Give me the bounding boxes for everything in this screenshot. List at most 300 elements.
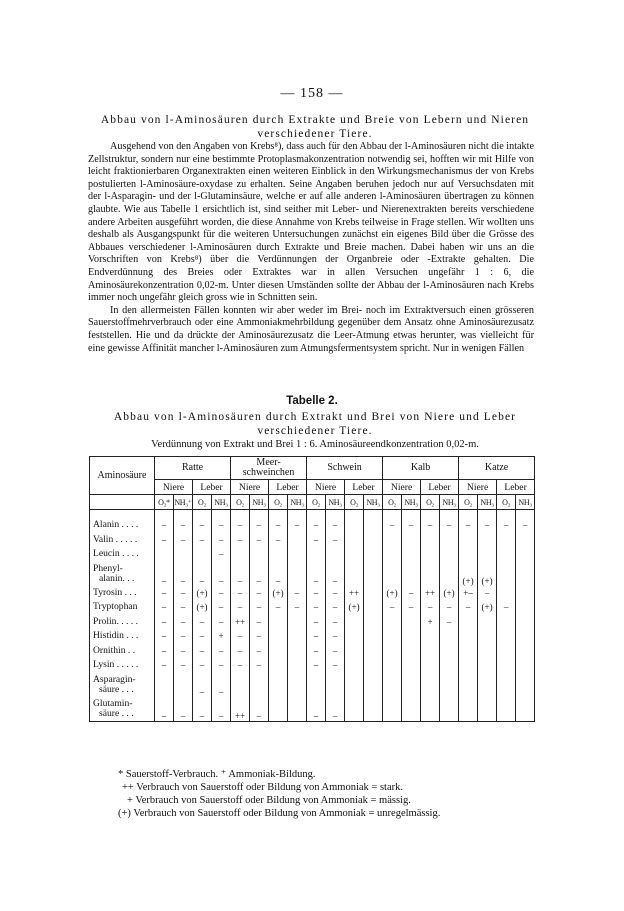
animal-header: Meer-schweinchen <box>231 457 307 480</box>
value-cell: – <box>155 586 174 601</box>
value-cell <box>459 697 478 722</box>
animal-header: Katze <box>459 457 535 480</box>
value-cell <box>497 615 516 630</box>
value-cell <box>345 629 364 644</box>
organ-header: Niere <box>231 480 269 495</box>
value-cell: – <box>326 644 345 659</box>
value-cell <box>402 644 421 659</box>
aminoacid-name: Alanin . . . . <box>90 518 155 533</box>
value-cell <box>155 673 174 697</box>
value-cell: – <box>174 533 193 548</box>
value-cell: – <box>212 644 231 659</box>
value-cell <box>516 586 535 601</box>
value-cell <box>383 562 402 586</box>
value-cell: – <box>231 644 250 659</box>
value-cell: – <box>193 673 212 697</box>
table-row <box>90 586 535 601</box>
value-cell: – <box>497 600 516 615</box>
value-cell: (+) <box>193 586 212 601</box>
value-cell: (+) <box>440 586 459 601</box>
organ-header: Leber <box>193 480 231 495</box>
organ-header: Niere <box>459 480 497 495</box>
value-cell <box>421 644 440 659</box>
value-cell <box>364 518 383 533</box>
organ-header: Leber <box>421 480 459 495</box>
table-row <box>90 518 535 533</box>
value-cell <box>364 629 383 644</box>
value-cell: – <box>174 562 193 586</box>
value-cell <box>402 658 421 673</box>
aminoacid-name: Tyrosin . . . <box>90 586 155 601</box>
value-cell <box>459 533 478 548</box>
value-cell: – <box>231 518 250 533</box>
value-cell <box>345 547 364 562</box>
table-row <box>90 673 535 697</box>
footnote: + Verbrauch von Sauerstoff oder Bildung von Ammoniak = mässig. <box>127 795 411 806</box>
value-cell <box>345 518 364 533</box>
value-cell <box>288 562 307 586</box>
value-cell <box>402 629 421 644</box>
aminoacid-name: Glutamin- säure . . . <box>90 697 155 722</box>
aminoacid-name: Lysin . . . . . <box>90 658 155 673</box>
value-cell <box>440 562 459 586</box>
value-cell <box>383 658 402 673</box>
value-cell <box>497 658 516 673</box>
value-cell <box>383 644 402 659</box>
table-row <box>90 600 535 615</box>
header-animals-row <box>90 457 535 480</box>
value-cell <box>478 673 497 697</box>
value-cell <box>269 547 288 562</box>
animal-header: Kalb <box>383 457 459 480</box>
value-cell: – <box>326 615 345 630</box>
value-cell <box>345 658 364 673</box>
value-cell <box>421 533 440 548</box>
measure-header: O₂ <box>421 495 440 510</box>
paragraph-2: In den allermeisten Fällen konnten wir aber weder im Brei- noch im Extraktversuch einen grösseren Sauerstoffmehrverbrauch oder eine Ammoniakmehrbildung gegenüber dem Ansatz ohne Aminosäurezusatz feststellen. Hie und da drückte der Aminosäurezusatz die Leer-Atmung etwas herunter, was vielleicht für eine gewisse Affinität mancher l-Aminosäuren zum Atmungsfermentsystem spricht. Nur in wenigen Fällen <box>88 304 534 354</box>
aminoacid-name: Tryptophan <box>90 600 155 615</box>
value-cell: – <box>212 658 231 673</box>
value-cell <box>193 547 212 562</box>
aminoacid-name: Ornithin . . <box>90 644 155 659</box>
value-cell: ++ <box>231 615 250 630</box>
value-cell: – <box>155 697 174 722</box>
value-cell <box>174 673 193 697</box>
value-cell: – <box>307 518 326 533</box>
value-cell: (+) <box>383 586 402 601</box>
table-row <box>90 697 535 722</box>
value-cell: – <box>326 600 345 615</box>
value-cell: – <box>193 644 212 659</box>
value-cell: ++ <box>231 697 250 722</box>
value-cell <box>345 697 364 722</box>
value-cell: – <box>307 644 326 659</box>
value-cell: – <box>440 518 459 533</box>
value-cell: (+) <box>345 600 364 615</box>
measure-header: O₂ <box>307 495 326 510</box>
value-cell: – <box>174 629 193 644</box>
value-cell: – <box>212 518 231 533</box>
organ-header: Niere <box>383 480 421 495</box>
value-cell <box>478 533 497 548</box>
value-cell: – <box>269 518 288 533</box>
measure-header: NH₃⁺ <box>174 495 193 510</box>
footnote: * Sauerstoff-Verbrauch. ⁺ Ammoniak-Bildung. <box>118 769 316 780</box>
value-cell: ++ <box>345 586 364 601</box>
value-cell: – <box>250 562 269 586</box>
value-cell <box>497 673 516 697</box>
measure-header: O₂ <box>459 495 478 510</box>
value-cell: – <box>307 658 326 673</box>
value-cell: – <box>383 518 402 533</box>
measure-header: O₂ <box>269 495 288 510</box>
value-cell <box>364 615 383 630</box>
measure-header: NH₃ <box>250 495 269 510</box>
value-cell <box>383 547 402 562</box>
value-cell: – <box>307 600 326 615</box>
value-cell: – <box>288 600 307 615</box>
value-cell <box>345 615 364 630</box>
value-cell <box>288 547 307 562</box>
value-cell <box>402 697 421 722</box>
measure-header: O₂ <box>193 495 212 510</box>
value-cell <box>326 673 345 697</box>
value-cell <box>421 562 440 586</box>
value-cell <box>231 547 250 562</box>
value-cell: – <box>250 586 269 601</box>
aminoacid-name: Phenyl- alanin. . . <box>90 562 155 586</box>
value-cell: – <box>155 533 174 548</box>
value-cell: – <box>212 600 231 615</box>
empty-header-cell <box>90 495 155 510</box>
value-cell: – <box>402 600 421 615</box>
value-cell <box>478 629 497 644</box>
value-cell: – <box>307 562 326 586</box>
value-cell <box>459 673 478 697</box>
value-cell: (+) <box>459 562 478 586</box>
value-cell: (+) <box>478 562 497 586</box>
value-cell <box>269 644 288 659</box>
measure-header: O₂ <box>497 495 516 510</box>
value-cell: – <box>478 518 497 533</box>
measure-header: O₂ <box>345 495 364 510</box>
measure-header: NH₃ <box>364 495 383 510</box>
value-cell: – <box>212 673 231 697</box>
value-cell <box>383 533 402 548</box>
footnote: ++ Verbrauch von Sauerstoff oder Bildung von Ammoniak = stark. <box>122 782 404 793</box>
value-cell <box>516 562 535 586</box>
value-cell: – <box>155 615 174 630</box>
measure-header: NH₃ <box>288 495 307 510</box>
aminoacid-name: Prolin. . . . . <box>90 615 155 630</box>
value-cell: – <box>250 518 269 533</box>
value-cell <box>364 600 383 615</box>
value-cell: – <box>250 615 269 630</box>
value-cell <box>250 547 269 562</box>
value-cell: – <box>155 658 174 673</box>
measure-header: NH₃ <box>402 495 421 510</box>
value-cell: – <box>174 600 193 615</box>
value-cell: +– <box>459 586 478 601</box>
aminoacid-name: Valin . . . . . <box>90 533 155 548</box>
measure-header: NH₃ <box>212 495 231 510</box>
value-cell <box>174 547 193 562</box>
organ-header: Leber <box>345 480 383 495</box>
animal-header: Schwein <box>307 457 383 480</box>
value-cell: – <box>231 562 250 586</box>
aminoacid-name: Asparagin- säure . . . <box>90 673 155 697</box>
value-cell <box>497 562 516 586</box>
paragraph-1: Ausgehend von den Angaben von Krebs⁸), dass auch für den Abbau der l-Aminosäuren nicht die intakte Zellstruktur, sondern nur eine bestimmte Protoplasmakonzentration notwendig sei, hofften wir mit Hilfe von leicht fraktionierbaren Organextrakten einen weiteren Einblick in den Wirkungsmechanismus der von Krebs postulierten l-Aminosäure-oxydase zu erhalten. Seine Angaben beruhen jedoch nur auf Versuchsdaten mit der l-Asparagin- und der l-Glutaminsäure, welche er auf alle anderen l-Aminosäuren übertragen zu können glaubte. Wie aus Tabelle 1 ersichtlich ist, sind seither mit Leber- und Nierenextrakten bereits verschiedene andere Arbeiten ausgeführt worden, die diese Annahme von Krebs teilweise in Frage stellen. Wir wollten uns deshalb als Ausgangspunkt für die weiteren Untersuchungen zunächst ein eigenes Bild über die Grösse des Abbaues verschiedener l-Aminosäuren durch Extrakte und Breie machen. Dabei haben wir uns an die Vorschriften von Krebs⁸) über die Verdünnungen der Organbreie oder -Extrakte gehalten. Die Endverdünnung des Breies oder Extraktes war in allen Versuchen ungefähr 1 : 6, die Aminosäurekonzentration 0,02-m. Unter diesen Umständen sollte der Abbau der l-Aminosäuren nach Krebs immer noch ungefähr gleich gross wie in Schnitten sein. <box>88 141 534 304</box>
organ-header: Niere <box>155 480 193 495</box>
value-cell <box>459 629 478 644</box>
measure-header: NH₃ <box>478 495 497 510</box>
value-cell <box>516 600 535 615</box>
value-cell: – <box>307 586 326 601</box>
value-cell: – <box>250 533 269 548</box>
value-cell: – <box>516 518 535 533</box>
animal-header: Ratte <box>155 457 231 480</box>
value-cell <box>269 697 288 722</box>
value-cell: – <box>307 533 326 548</box>
value-cell: – <box>193 533 212 548</box>
value-cell: – <box>174 586 193 601</box>
value-cell: – <box>212 586 231 601</box>
value-cell: – <box>250 697 269 722</box>
value-cell <box>231 673 250 697</box>
value-cell <box>364 586 383 601</box>
value-cell <box>383 697 402 722</box>
measure-header: NH₃ <box>326 495 345 510</box>
value-cell <box>364 658 383 673</box>
value-cell <box>478 547 497 562</box>
value-cell <box>288 533 307 548</box>
table-title: Tabelle 2. <box>286 395 338 407</box>
value-cell <box>288 658 307 673</box>
value-cell <box>516 697 535 722</box>
value-cell <box>440 629 459 644</box>
value-cell <box>497 533 516 548</box>
value-cell: – <box>193 615 212 630</box>
value-cell <box>516 673 535 697</box>
value-cell: – <box>174 518 193 533</box>
value-cell <box>516 658 535 673</box>
table-row <box>90 658 535 673</box>
value-cell <box>307 673 326 697</box>
value-cell: – <box>231 600 250 615</box>
value-cell: – <box>155 629 174 644</box>
value-cell: – <box>155 644 174 659</box>
table-subcaption: Verdünnung von Extrakt und Brei 1 : 6. Aminosäureendkonzentration 0,02-m. <box>151 439 479 450</box>
organ-header: Niere <box>307 480 345 495</box>
value-cell <box>516 533 535 548</box>
body-text <box>88 141 534 355</box>
value-cell <box>250 673 269 697</box>
value-cell <box>497 629 516 644</box>
value-cell <box>497 697 516 722</box>
value-cell <box>440 697 459 722</box>
value-cell: – <box>231 533 250 548</box>
value-cell <box>345 533 364 548</box>
value-cell <box>497 586 516 601</box>
value-cell <box>345 562 364 586</box>
value-cell <box>269 629 288 644</box>
aminoacid-header: Aminosäure <box>90 457 155 495</box>
value-cell: – <box>440 600 459 615</box>
value-cell <box>459 658 478 673</box>
value-cell: – <box>269 600 288 615</box>
value-cell <box>421 658 440 673</box>
table-row <box>90 629 535 644</box>
value-cell: – <box>326 697 345 722</box>
value-cell <box>288 644 307 659</box>
value-cell: – <box>459 518 478 533</box>
spacer-row <box>90 510 535 519</box>
value-cell <box>364 562 383 586</box>
value-cell <box>364 533 383 548</box>
value-cell: – <box>326 586 345 601</box>
aminoacid-name: Leucin . . . . <box>90 547 155 562</box>
header-organs-row <box>90 480 535 495</box>
value-cell: (+) <box>193 600 212 615</box>
value-cell <box>402 562 421 586</box>
value-cell <box>364 697 383 722</box>
table-caption: Abbau von l-Aminosäuren durch Extrakt und Brei von Niere und Leber verschiedener Tiere. <box>113 411 517 437</box>
value-cell <box>440 547 459 562</box>
value-cell: – <box>459 600 478 615</box>
value-cell: – <box>269 533 288 548</box>
value-cell <box>497 644 516 659</box>
value-cell <box>440 644 459 659</box>
table-row <box>90 533 535 548</box>
value-cell: – <box>193 658 212 673</box>
value-cell: – <box>212 562 231 586</box>
value-cell <box>269 658 288 673</box>
value-cell <box>421 697 440 722</box>
value-cell <box>440 658 459 673</box>
value-cell: – <box>155 600 174 615</box>
value-cell: – <box>326 533 345 548</box>
value-cell: – <box>307 629 326 644</box>
value-cell <box>269 615 288 630</box>
value-cell <box>497 547 516 562</box>
footnotes <box>118 768 440 820</box>
results-table <box>89 456 535 722</box>
value-cell: – <box>193 518 212 533</box>
value-cell <box>383 615 402 630</box>
value-cell: – <box>307 615 326 630</box>
value-cell: – <box>478 586 497 601</box>
organ-header: Leber <box>497 480 535 495</box>
aminoacid-name: Histidin . . . <box>90 629 155 644</box>
value-cell: (+) <box>269 586 288 601</box>
table-row <box>90 644 535 659</box>
value-cell <box>402 615 421 630</box>
value-cell: – <box>497 518 516 533</box>
value-cell <box>402 673 421 697</box>
value-cell <box>402 547 421 562</box>
value-cell <box>288 615 307 630</box>
value-cell: – <box>174 644 193 659</box>
organ-header: Leber <box>269 480 307 495</box>
value-cell <box>478 658 497 673</box>
value-cell <box>364 547 383 562</box>
value-cell <box>516 615 535 630</box>
value-cell: – <box>212 547 231 562</box>
value-cell <box>383 629 402 644</box>
value-cell <box>516 629 535 644</box>
value-cell: – <box>250 644 269 659</box>
value-cell: – <box>250 629 269 644</box>
value-cell: – <box>421 600 440 615</box>
value-cell: – <box>193 629 212 644</box>
value-cell <box>421 547 440 562</box>
value-cell <box>516 547 535 562</box>
value-cell <box>402 533 421 548</box>
value-cell <box>459 547 478 562</box>
value-cell: – <box>231 629 250 644</box>
value-cell: (+) <box>478 600 497 615</box>
value-cell: – <box>231 586 250 601</box>
value-cell: – <box>193 562 212 586</box>
value-cell: – <box>250 600 269 615</box>
value-cell <box>440 533 459 548</box>
value-cell <box>383 673 402 697</box>
table-row <box>90 547 535 562</box>
value-cell: – <box>231 658 250 673</box>
measure-header: NH₃ <box>516 495 535 510</box>
footnote: (+) Verbrauch von Sauerstoff oder Bildung von Ammoniak = unregelmässig. <box>118 808 441 819</box>
header-columns-row <box>90 495 535 510</box>
value-cell: – <box>326 562 345 586</box>
value-cell <box>288 673 307 697</box>
value-cell <box>155 547 174 562</box>
value-cell: – <box>288 518 307 533</box>
value-cell: – <box>174 697 193 722</box>
value-cell <box>288 629 307 644</box>
value-cell <box>478 644 497 659</box>
value-cell: – <box>155 518 174 533</box>
value-cell: – <box>402 586 421 601</box>
value-cell: + <box>212 629 231 644</box>
value-cell <box>269 673 288 697</box>
value-cell: ++ <box>421 586 440 601</box>
value-cell <box>478 697 497 722</box>
measure-header: O₂* <box>155 495 174 510</box>
value-cell: – <box>212 533 231 548</box>
measure-header: NH₃ <box>440 495 459 510</box>
value-cell: – <box>383 600 402 615</box>
value-cell <box>421 673 440 697</box>
section-heading: Abbau von l-Aminosäuren durch Extrakte und Breie von Lebern und Nieren verschiedener Tiere. <box>100 114 530 140</box>
value-cell: – <box>402 518 421 533</box>
value-cell <box>364 644 383 659</box>
value-cell <box>326 547 345 562</box>
value-cell: – <box>326 658 345 673</box>
value-cell: – <box>288 586 307 601</box>
value-cell <box>421 629 440 644</box>
value-cell: – <box>421 518 440 533</box>
value-cell: + <box>421 615 440 630</box>
value-cell: – <box>307 697 326 722</box>
measure-header: O₂ <box>383 495 402 510</box>
value-cell <box>345 644 364 659</box>
table-row <box>90 562 535 586</box>
value-cell: – <box>250 658 269 673</box>
value-cell <box>459 615 478 630</box>
measure-header: O₂ <box>231 495 250 510</box>
value-cell <box>364 673 383 697</box>
